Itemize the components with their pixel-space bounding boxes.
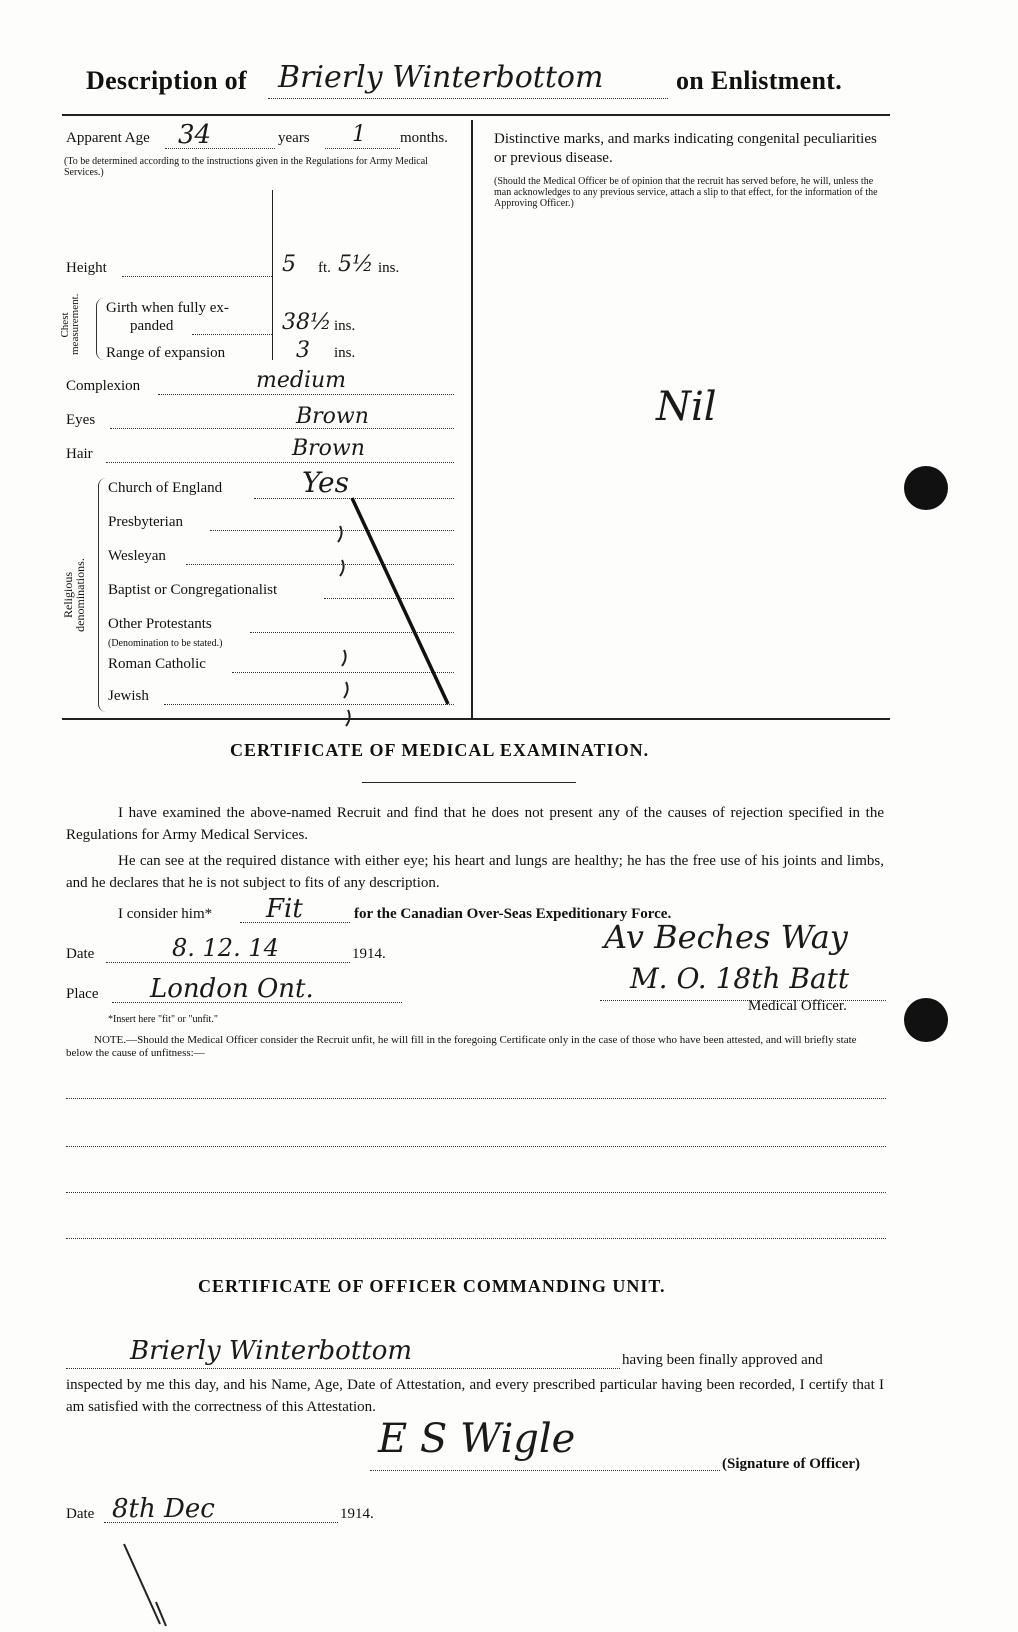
commanding-recruit-name: Brierly Winterbottom bbox=[130, 1336, 413, 1366]
top-rule bbox=[62, 114, 890, 116]
chest-brace bbox=[96, 298, 105, 360]
unfit-note: NOTE.—Should the Medical Officer consider the Recruit unfit, he will fill in the foregoing Certificate only in the case of those who have been attested, and will briefly state below the cause of unfitness:— bbox=[66, 1034, 857, 1059]
left-inner-divider bbox=[272, 190, 273, 360]
medical-date-value: 8. 12. 14 bbox=[172, 934, 279, 962]
medical-officer-unit: M. O. 18th Batt bbox=[630, 962, 850, 995]
religion-jewish-label: Jewish bbox=[108, 688, 149, 704]
years-label: years bbox=[278, 130, 310, 146]
height-ft-value: 5 bbox=[282, 252, 296, 277]
medical-place-line bbox=[112, 1002, 402, 1003]
eyes-value: Brown bbox=[296, 404, 369, 429]
commanding-text-1: having been finally approved and bbox=[622, 1352, 823, 1368]
religion-presbyterian-label: Presbyterian bbox=[108, 514, 183, 530]
commanding-date-line bbox=[104, 1522, 338, 1523]
ins-label: ins. bbox=[378, 260, 400, 276]
religion-brace bbox=[98, 478, 107, 712]
consider-prefix: I consider him* bbox=[118, 906, 213, 922]
months-label: months. bbox=[400, 130, 448, 146]
religion-coe-label: Church of England bbox=[108, 480, 223, 496]
ditto-mark-extra bbox=[346, 710, 350, 726]
height-label: Height bbox=[66, 260, 107, 276]
consider-value: Fit bbox=[266, 894, 303, 924]
bottom-rule-description bbox=[62, 718, 890, 720]
unfit-cause-line-2 bbox=[66, 1146, 886, 1147]
religion-rc-label: Roman Catholic bbox=[108, 656, 206, 672]
age-months-line bbox=[325, 148, 400, 149]
range-ins-label: ins. bbox=[334, 345, 356, 361]
religion-side-label: Religious denominations. bbox=[61, 558, 87, 632]
ditto-mark-presbyterian bbox=[338, 526, 342, 542]
commanding-name-line bbox=[66, 1368, 620, 1369]
medical-place-value: London Ont. bbox=[150, 974, 314, 1004]
medical-place-label: Place bbox=[66, 986, 99, 1002]
ditto-mark-wesleyan bbox=[340, 560, 344, 576]
consider-line bbox=[240, 922, 350, 923]
eyes-line bbox=[110, 428, 454, 429]
commanding-officer-signature: E S Wigle bbox=[378, 1416, 576, 1462]
ditto-mark-jewish bbox=[344, 682, 348, 698]
girth-leader bbox=[192, 334, 272, 335]
medical-year: 1914. bbox=[352, 946, 386, 962]
punch-hole-bottom bbox=[904, 998, 948, 1042]
medical-date-line bbox=[106, 962, 350, 963]
medical-officer-label: Medical Officer. bbox=[748, 998, 847, 1014]
chest-measurement-side-label: Chest measurement. bbox=[59, 293, 81, 355]
complexion-label: Complexion bbox=[66, 378, 141, 394]
stray-stroke bbox=[124, 1544, 160, 1624]
name-line bbox=[268, 98, 668, 99]
girth-label-2: panded bbox=[130, 318, 174, 334]
distinctive-marks-value: Nil bbox=[656, 384, 717, 430]
ditto-mark-rc bbox=[342, 650, 346, 666]
medical-date-label: Date bbox=[66, 946, 95, 962]
commanding-signature-label: (Signature of Officer) bbox=[722, 1456, 861, 1472]
commanding-year: 1914. bbox=[340, 1506, 374, 1522]
commanding-certificate-title: CERTIFICATE OF OFFICER COMMANDING UNIT. bbox=[198, 1276, 666, 1296]
unfit-cause-line-1 bbox=[66, 1098, 886, 1099]
insert-note: *Insert here "fit" or "unfit." bbox=[108, 1014, 218, 1025]
medical-paragraph-1: I have examined the above-named Recruit and find that he does not present any of the causes of rejection specified in the Regulations for Army Medical Services. bbox=[66, 805, 884, 843]
medical-certificate-title: CERTIFICATE OF MEDICAL EXAMINATION. bbox=[230, 740, 650, 760]
stray-stroke-2 bbox=[156, 1602, 166, 1626]
religion-strike-marks bbox=[330, 490, 460, 730]
religion-wesleyan-label: Wesleyan bbox=[108, 548, 166, 564]
height-leader bbox=[122, 276, 272, 277]
ft-label: ft. bbox=[318, 260, 331, 276]
medical-paragraph-2: He can see at the required distance with either eye; his heart and lungs are healthy; he has the free use of his joints and limbs, and he declares that he is not subject to fits of any description. bbox=[66, 853, 884, 891]
religion-other-label: Other Protestants bbox=[108, 616, 212, 632]
girth-ins-label: ins. bbox=[334, 318, 356, 334]
apparent-age-label: Apparent Age bbox=[66, 130, 150, 146]
religion-strike-line bbox=[352, 498, 448, 704]
girth-value: 38½ bbox=[282, 310, 332, 335]
height-in-value: 5½ bbox=[338, 252, 374, 277]
unfit-cause-line-3 bbox=[66, 1192, 886, 1193]
center-divider bbox=[471, 120, 473, 720]
commanding-text-2: inspected by me this day, and his Name, Age, Date of Attestation, and every prescribed particular having been recorded, I certify that I am satisfied with the correctness of this Attestation. bbox=[66, 1377, 884, 1415]
medical-officer-signature: Av Beches Way bbox=[604, 918, 848, 956]
commanding-signature-line bbox=[370, 1470, 720, 1471]
recruit-name-handwritten: Brierly Winterbottom bbox=[278, 60, 604, 95]
range-value: 3 bbox=[296, 338, 310, 363]
form-title-suffix: on Enlistment. bbox=[676, 66, 843, 95]
complexion-line bbox=[158, 394, 454, 395]
medical-title-underline bbox=[362, 782, 576, 783]
unfit-cause-line-4 bbox=[66, 1238, 886, 1239]
distinctive-marks-label: Distinctive marks, and marks indicating congenital peculiarities or previous disease. bbox=[494, 131, 877, 166]
form-title-prefix: Description of bbox=[86, 66, 247, 95]
age-months-value: 1 bbox=[352, 122, 366, 147]
hair-label: Hair bbox=[66, 446, 93, 462]
stray-pen-marks bbox=[120, 1540, 180, 1630]
consider-suffix: for the Canadian Over-Seas Expeditionary Force. bbox=[354, 906, 672, 922]
eyes-label: Eyes bbox=[66, 412, 96, 428]
commanding-date-label: Date bbox=[66, 1506, 95, 1522]
hair-value: Brown bbox=[292, 436, 365, 461]
punch-hole-top bbox=[904, 466, 948, 510]
distinctive-marks-note: (Should the Medical Officer be of opinion that the recruit has served before, he will, unless the man acknowledges to any previous service, attach a slip to that effect, for the information of the Approving Officer.) bbox=[494, 176, 878, 209]
religion-coe-value: Yes bbox=[302, 466, 349, 499]
age-note: (To be determined according to the instructions given in the Regulations for Army Medical Services.) bbox=[64, 156, 428, 178]
range-label: Range of expansion bbox=[106, 345, 226, 361]
hair-line bbox=[106, 462, 454, 463]
age-years-value: 34 bbox=[178, 120, 212, 150]
complexion-value: medium bbox=[256, 368, 347, 393]
religion-baptist-label: Baptist or Congregationalist bbox=[108, 582, 278, 598]
girth-label-1: Girth when fully ex- bbox=[106, 300, 229, 316]
religion-other-note: (Denomination to be stated.) bbox=[108, 638, 223, 649]
commanding-date-value: 8th Dec bbox=[112, 1494, 215, 1524]
age-years-line bbox=[165, 148, 275, 149]
